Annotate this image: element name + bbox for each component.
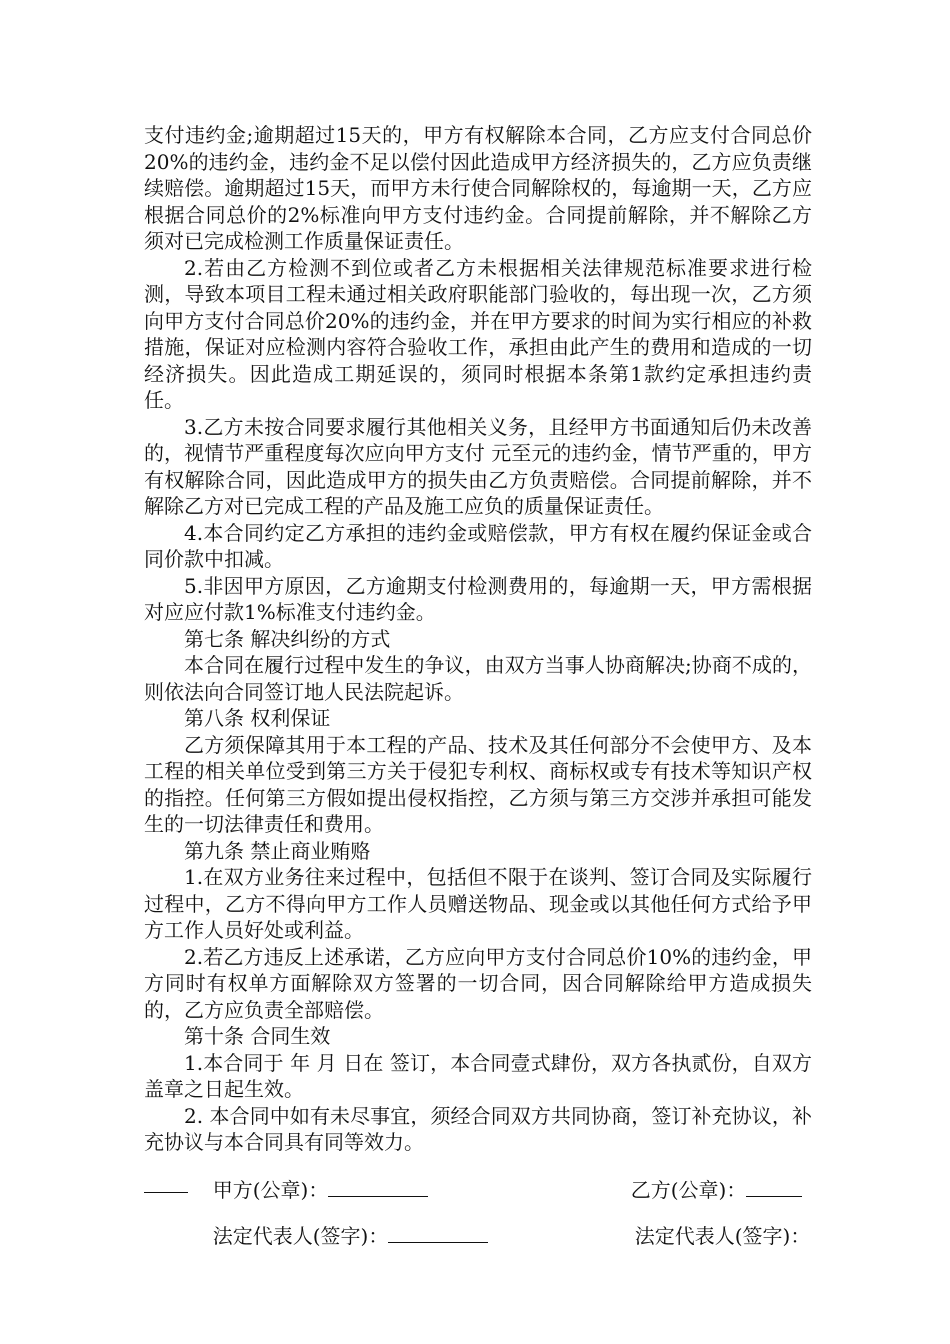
party-a-rep-label: 法定代表人(签字)： (212, 1224, 389, 1248)
party-b-rep-label: 法定代表人(签字)： (634, 1224, 811, 1248)
section-heading: 第七条 解决纠纷的方式 (184, 626, 391, 651)
paragraph: 本合同在履行过程中发生的争议，由双方当事人协商解决;协商不成的，则依法向合同签订地人民法院起诉。 (144, 653, 812, 704)
party-b-rep-row (622, 1196, 810, 1249)
party-b-seal-label: 乙方(公章)： (630, 1178, 747, 1202)
party-a-seal-blank (328, 1178, 428, 1197)
party-a-rep-blank (388, 1224, 488, 1243)
section-heading: 第八条 权利保证 (184, 706, 331, 730)
paragraph: 2.若乙方违反上述承诺，乙方应向甲方支付合同总价10%的违约金，甲方同时有权单方面解除双方签署的一切合同，因合同解除给甲方造成损失的，乙方应负责全部赔偿。 (144, 944, 812, 1022)
paragraph: 乙方须保障其用于本工程的产品、技术及其任何部分不会使甲方、及本工程的相关单位受到第三方关于侵犯专利权、商标权或专有技术等知识产权的指控。任何第三方假如提出侵权指控，乙方须与第三方交涉并承担可能发生的一切法律责任和费用。 (144, 732, 812, 836)
party-b-seal-blank (746, 1178, 802, 1197)
section-heading: 第十条 合同生效 (184, 1024, 331, 1048)
paragraph: 1.在双方业务往来过程中，包括但不限于在谈判、签订合同及实际履行过程中，乙方不得向甲方工作人员赠送物品、现金或以其他任何方式给予甲方工作人员好处或利益。 (144, 865, 812, 942)
paragraph: 2. 本合同中如有未尽事宜，须经合同双方共同协商，签订补充协议，补充协议与本合同具有同等效力。 (144, 1103, 812, 1154)
paragraph: 1.本合同于 年 月 日在 签订，本合同壹式肆份，双方各执贰份，自双方盖章之日起生效。 (144, 1050, 812, 1101)
wrapped-underline (144, 1192, 188, 1193)
paragraph: 4.本合同约定乙方承担的违约金或赔偿款，甲方有权在履约保证金或合同价款中扣减。 (144, 520, 812, 571)
section-heading: 第九条 禁止商业贿赂 (184, 838, 371, 863)
contract-body (144, 122, 812, 1156)
paragraph: 2.若由乙方检测不到位或者乙方未根据相关法律规范标准要求进行检测，导致本项目工程未通过相关政府职能部门验收的，每出现一次，乙方须向甲方支付合同总价20%的违约金，并在甲方要求的时间为实行相应的补救措施，保证对应检测内容符合验收工作，承担由此产生的费用和造成的一切经济损失。因此造成工期延误的，须同时根据本条第1款约定承担违约责任。 (144, 255, 812, 412)
paragraph: 3.乙方未按合同要求履行其他相关义务，且经甲方书面通知后仍未改善的，视情节严重程度每次应向甲方支付 元至元的违约金，情节严重的，甲方有权解除合同，因此造成甲方的损失由乙方负责赔偿。合同提前解除，并不解除乙方对已完成工程的产品及施工应负的质量保证责任。 (144, 414, 812, 518)
party-a-seal-label: 甲方(公章)： (212, 1178, 329, 1202)
paragraph: 支付违约金;逾期超过15天的，甲方有权解除本合同，乙方应支付合同总价20%的违约金，违约金不足以偿付因此造成甲方经济损失的，乙方应负责继续赔偿。逾期超过15天，而甲方未行使合同解除权的，每逾期一天，乙方应根据合同总价的2%标准向甲方支付违约金。合同提前解除，并不解除乙方须对已完成检测工作质量保证责任。 (144, 123, 812, 253)
party-a-rep-row (200, 1196, 488, 1249)
paragraph: 5.非因甲方原因，乙方逾期支付检测费用的，每逾期一天，甲方需根据对应应付款1%标准支付违约金。 (144, 573, 812, 624)
